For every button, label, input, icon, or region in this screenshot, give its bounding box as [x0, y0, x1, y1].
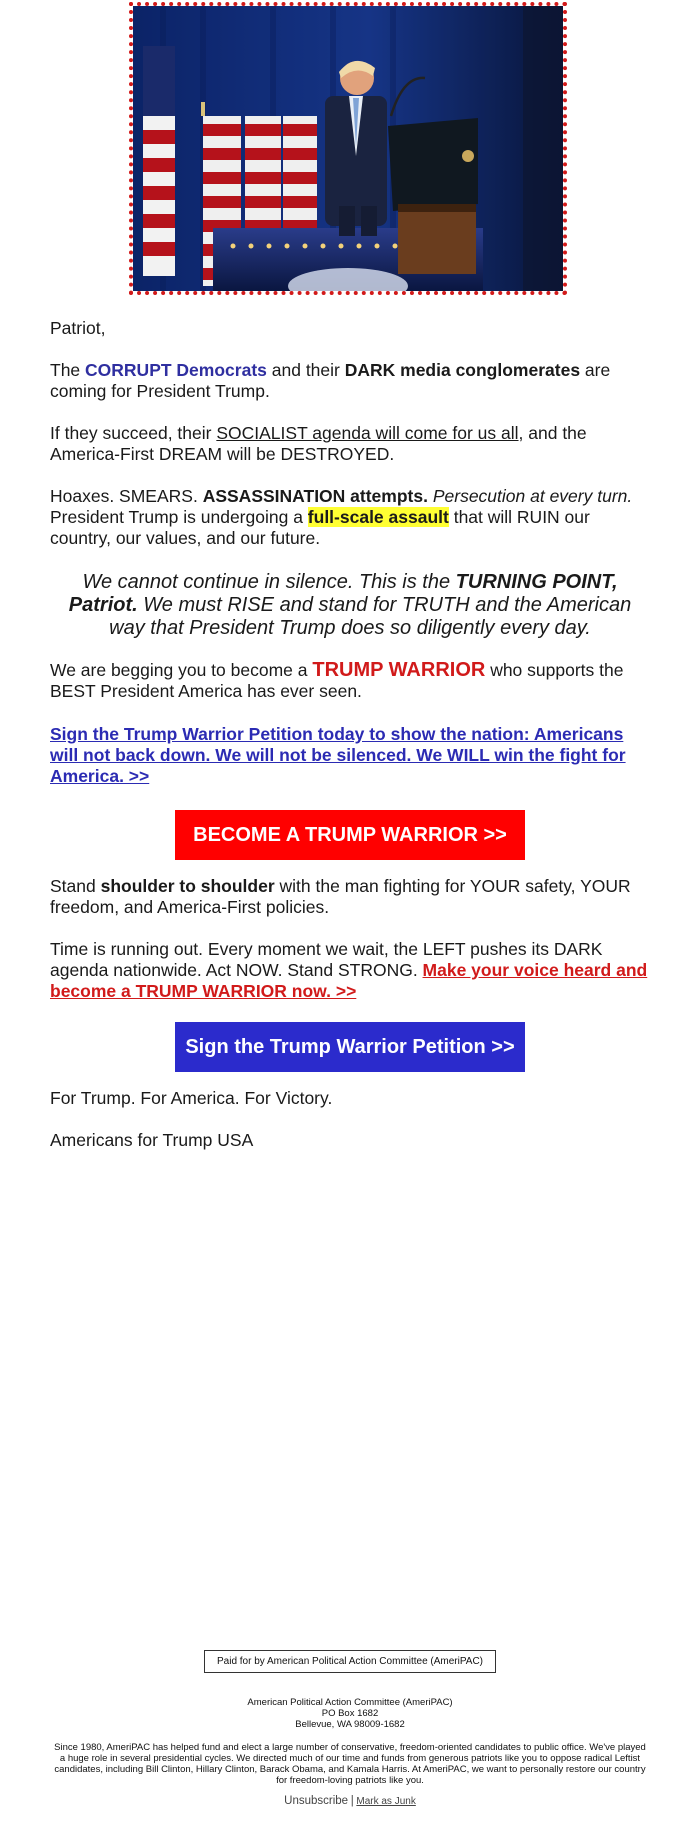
hero-image[interactable]: [129, 2, 567, 295]
paragraph-time-running-out: [50, 939, 650, 1002]
petition-paragraph: [50, 724, 650, 787]
paragraph-shoulder: [50, 876, 650, 918]
email-body: [50, 318, 650, 1151]
p4-post: who supports the BEST President America has ever seen.: [50, 660, 624, 701]
mark-as-junk-link[interactable]: Mark as Junk: [356, 1796, 416, 1807]
paid-for-box: Paid for by American Political Action Committee (AmeriPAC): [204, 1650, 496, 1673]
p1-pre: The: [50, 360, 86, 380]
signature: Americans for Trump USA: [50, 1130, 254, 1150]
p1-post: are coming for President Trump.: [50, 360, 611, 401]
quote-turning-point: TURNING POINT, Patriot.: [68, 571, 618, 616]
full-scale-assault-highlight: full-scale assault: [307, 507, 449, 527]
unsubscribe-link[interactable]: Unsubscribe: [284, 1795, 349, 1807]
closing-line: For Trump. For America. For Victory.: [50, 1088, 333, 1108]
paragraph-hoaxes: [50, 486, 650, 549]
footer-about: Since 1980, AmeriPAC has helped fund and elect a large number of conservative, freedom-oriented candidates to public office. We've played a huge role in several presidential cycles. We directed much of our time and funds from generous patriots like you to oppose radical Leftist candidates, including Bill Clinton, Hillary Clinton, Barack Obama, and Kamala Harris. At AmeriPAC, we want to personally restore our country for freedom-loving patriots like you.: [54, 1742, 646, 1786]
footer-separator: |: [350, 1795, 354, 1807]
corrupt-democrats-text: CORRUPT Democrats: [85, 360, 267, 380]
p6-pre: Time is running out. Every moment we wait, the LEFT pushes its DARK agenda nationwide. Act NOW. Stand STRONG.: [50, 939, 603, 980]
footer-city: Bellevue, WA 98009-1682: [295, 1719, 405, 1730]
p5-post: with the man fighting for YOUR safety, YOUR freedom, and America-First policies.: [50, 876, 631, 917]
assassination-text: ASSASSINATION attempts.: [202, 486, 428, 506]
paragraph-corrupt: [50, 360, 650, 402]
dark-media-text: DARK media conglomerates: [344, 360, 581, 380]
shoulder-text: shoulder to shoulder: [100, 876, 275, 896]
footer-po-box: PO Box 1682: [321, 1708, 379, 1719]
quote-pre: We cannot continue in silence. This is the: [82, 571, 456, 593]
p2-post: , and the America-First DREAM will be DESTROYED.: [50, 423, 587, 464]
persecution-text: Persecution at every turn.: [427, 486, 633, 506]
become-trump-warrior-button[interactable]: BECOME A TRUMP WARRIOR >>: [175, 810, 525, 860]
greeting: Patriot,: [50, 318, 106, 338]
quote-block: [50, 571, 650, 640]
podium-speaker-photo-icon: [133, 6, 563, 291]
socialist-agenda-text: SOCIALIST agenda will come for us all: [216, 423, 519, 443]
paragraph-begging: [50, 660, 650, 702]
p1-mid: and their: [266, 360, 345, 380]
p2-pre: If they succeed, their: [50, 423, 217, 443]
trump-warrior-text: TRUMP WARRIOR: [312, 659, 486, 681]
footer: [50, 1650, 650, 1807]
footer-links: [50, 1796, 650, 1807]
voice-heard-link[interactable]: Make your voice heard and become a TRUMP WARRIOR now. >>: [50, 960, 648, 1001]
quote-post: We must RISE and stand for TRUTH and the American way that President Trump does so diligently every day.: [109, 594, 632, 639]
p3-pre: Hoaxes. SMEARS.: [50, 486, 203, 506]
p3-post: that will RUIN our country, our values, and our future.: [50, 507, 590, 548]
paragraph-socialist: [50, 423, 650, 465]
petition-link[interactable]: Sign the Trump Warrior Petition today to show the nation: Americans will not back down. We will not be silenced. We WILL win the fight for America. >>: [50, 724, 626, 786]
p3-mid: President Trump is undergoing a: [50, 507, 308, 527]
p4-pre: We are begging you to become a: [50, 660, 313, 680]
sign-petition-button[interactable]: Sign the Trump Warrior Petition >>: [175, 1022, 525, 1072]
p5-pre: Stand: [50, 876, 101, 896]
footer-org: American Political Action Committee (AmeriPAC): [247, 1697, 453, 1708]
